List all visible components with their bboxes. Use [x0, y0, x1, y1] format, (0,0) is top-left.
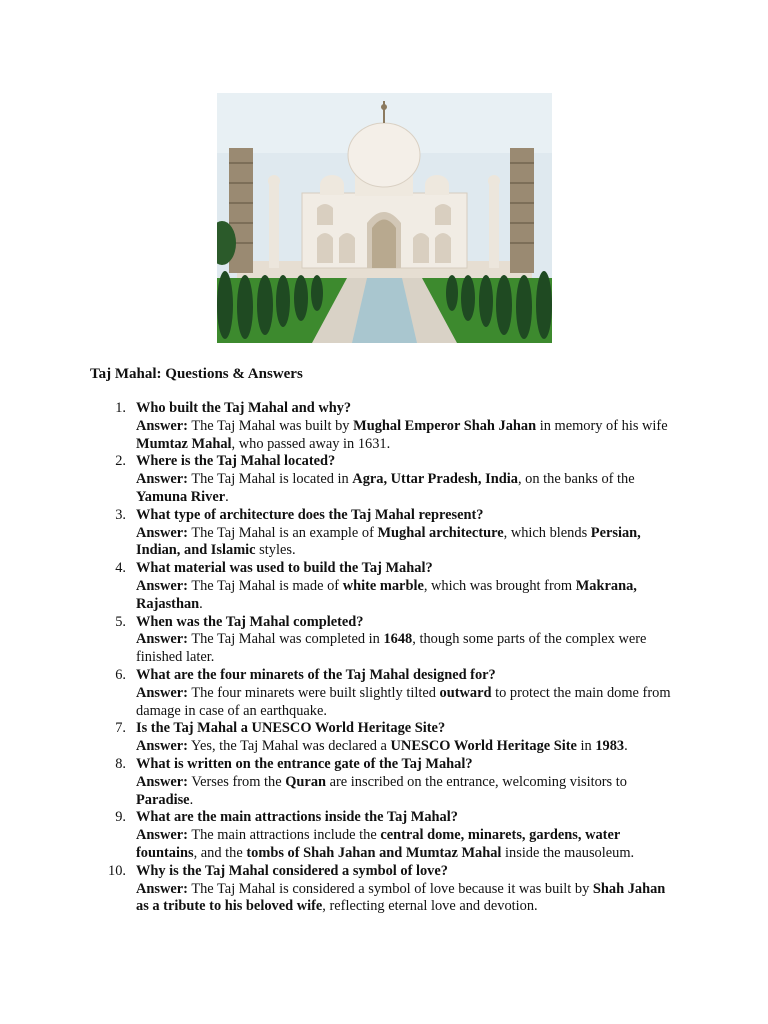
- question-text: Is the Taj Mahal a UNESCO World Heritage Site?: [136, 720, 446, 737]
- question-text: When was the Taj Mahal completed?: [136, 613, 364, 630]
- question-text: What are the four minarets of the Taj Mahal designed for?: [136, 666, 496, 683]
- answer-emphasis: Mughal Emperor Shah Jahan: [353, 417, 537, 434]
- qa-list: [90, 400, 680, 916]
- answer-text: Answer: The Taj Mahal is located in Agra, Uttar Pradesh, India, on the banks of the Yamuna River.: [136, 471, 635, 505]
- answer-emphasis: UNESCO World Heritage Site: [390, 738, 577, 755]
- item-number: 6.: [115, 666, 126, 683]
- item-number: 5.: [115, 613, 126, 630]
- qa-item: [90, 863, 680, 916]
- answer-label: Answer:: [136, 880, 188, 897]
- qa-item: [90, 720, 680, 756]
- answer-emphasis: Shah Jahan as a tribute to his beloved wife: [136, 880, 666, 915]
- answer-label: Answer:: [136, 471, 188, 488]
- answer-emphasis: outward: [439, 684, 492, 701]
- qa-item: [90, 453, 680, 506]
- item-number: 4.: [115, 560, 126, 577]
- answer-label: Answer:: [136, 577, 188, 594]
- answer-label: Answer:: [136, 631, 188, 648]
- question-text: Why is the Taj Mahal considered a symbol of love?: [136, 862, 448, 879]
- question-text: Who built the Taj Mahal and why?: [136, 400, 352, 416]
- qa-item: [90, 560, 680, 613]
- question-text: What are the main attractions inside the Taj Mahal?: [136, 809, 458, 826]
- item-number: 8.: [115, 755, 126, 772]
- answer-label: Answer:: [136, 773, 188, 790]
- answer-emphasis: 1648: [383, 631, 413, 648]
- item-number: 2.: [115, 453, 126, 470]
- answer-emphasis: Mughal architecture: [377, 524, 504, 541]
- answer-text: Answer: The Taj Mahal is made of white marble, which was brought from Makrana, Rajasthan.: [136, 577, 637, 612]
- answer-text: Answer: The Taj Mahal is considered a symbol of love because it was built by Shah Jahan as a tribute to his beloved wife, reflecting eternal love and devotion.: [136, 880, 666, 915]
- answer-emphasis: Makrana, Rajasthan: [136, 577, 637, 612]
- question-text: What is written on the entrance gate of the Taj Mahal?: [136, 755, 473, 772]
- answer-label: Answer:: [136, 684, 188, 701]
- answer-emphasis: Yamuna River: [136, 488, 226, 505]
- qa-item: [90, 400, 680, 453]
- answer-text: Answer: The Taj Mahal is an example of Mughal architecture, which blends Persian, Indian, and Islamic styles.: [136, 524, 641, 559]
- answer-emphasis: Persian, Indian, and Islamic: [136, 524, 641, 559]
- answer-text: Answer: The four minarets were built slightly tilted outward to protect the main dome from damage in case of an earthquake.: [136, 684, 671, 719]
- answer-label: Answer:: [136, 524, 188, 541]
- answer-emphasis: Paradise: [136, 791, 190, 808]
- qa-item: [90, 507, 680, 560]
- question-text: What type of architecture does the Taj Mahal represent?: [136, 506, 484, 523]
- question-text: Where is the Taj Mahal located?: [136, 453, 336, 470]
- answer-text: Answer: Yes, the Taj Mahal was declared a UNESCO World Heritage Site in 1983.: [136, 738, 628, 755]
- answer-emphasis: Quran: [285, 773, 327, 790]
- page-title: Taj Mahal: Questions & Answers: [90, 366, 303, 382]
- question-text: What material was used to build the Taj Mahal?: [136, 560, 433, 577]
- answer-emphasis: Mumtaz Mahal: [136, 435, 232, 452]
- answer-label: Answer:: [136, 417, 188, 434]
- answer-emphasis: white marble: [342, 577, 424, 594]
- qa-item: [90, 756, 680, 809]
- item-number: 7.: [115, 720, 126, 737]
- item-number: 3.: [115, 506, 126, 523]
- taj-mahal-photo: [217, 93, 552, 343]
- answer-label: Answer:: [136, 827, 188, 844]
- qa-item: [90, 809, 680, 862]
- item-number: 1.: [115, 400, 126, 416]
- answer-label: Answer:: [136, 738, 188, 755]
- answer-text: Answer: The Taj Mahal was built by Mughal Emperor Shah Jahan in memory of his wife Mumtaz Mahal, who passed away in 1631.: [136, 417, 668, 452]
- item-number: 9.: [115, 809, 126, 826]
- answer-text: Answer: Verses from the Quran are inscribed on the entrance, welcoming visitors to Paradise.: [136, 773, 627, 808]
- answer-text: Answer: The Taj Mahal was completed in 1648, though some parts of the complex were finished later.: [136, 631, 647, 666]
- qa-item: [90, 667, 680, 720]
- answer-emphasis: tombs of Shah Jahan and Mumtaz Mahal: [246, 844, 502, 861]
- answer-emphasis: 1983: [595, 738, 625, 755]
- qa-item: [90, 614, 680, 667]
- answer-emphasis: Agra, Uttar Pradesh, India: [352, 471, 518, 488]
- item-number: 10.: [108, 862, 126, 879]
- answer-text: Answer: The main attractions include the central dome, minarets, gardens, water fountains, and the tombs of Shah Jahan and Mumtaz Mahal inside the mausoleum.: [136, 827, 635, 861]
- answer-emphasis: central dome, minarets, gardens, water fountains: [136, 827, 620, 861]
